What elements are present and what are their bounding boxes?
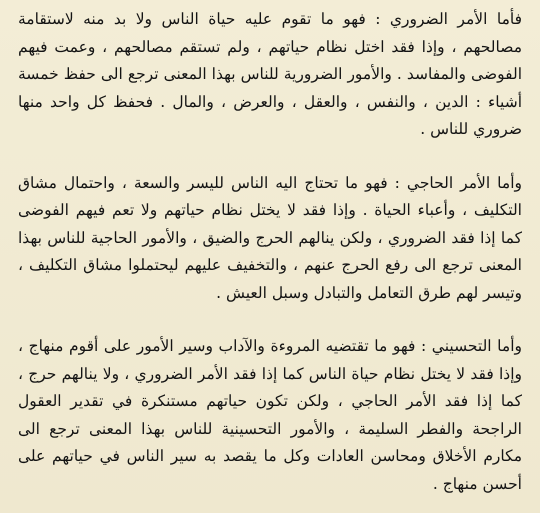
paragraph-necessary: فأما الأمر الضروري : فهو ما تقوم عليه حياة الناس ولا بد منه لاستقامة مصالحهم ، وإذا فقد اختل نظام حياتهم ، ولم تستقم مصالحهم ، وعمت فيهم الفوضى والمفاسد . والأمور الضرورية للناس بهذا المعنى ترجع الى حفظ خمسة أشياء : الدين ، والنفس ، والعقل ، والعرض ، والمال . فحفظ كل واحد منها ضروري للناس . [18,10,522,138]
paragraph-needs: وأما الأمر الحاجي : فهو ما تحتاج اليه الناس لليسر والسعة ، واحتمال مشاق التكليف ، وأعباء الحياة . وإذا فقد لا يختل نظام حياتهم ولا تعم فيهم الفوضى كما إذا فقد الضروري ، ولكن ينالهم الحرج والضيق ، والأمور الحاجية للناس بهذا المعنى ترجع الى رفع الحرج عنهم ، والتخفيف عليهم ليحتملوا مشاق التكليف ، وتيسر لهم طرق التعامل والتبادل وسبل العيش . [18,173,522,302]
paragraph-improvements: وأما التحسيني : فهو ما تقتضيه المروءة والآداب وسير الأمور على أقوم منهاج ، وإذا فقد لا يختل نظام حياة الناس كما إذا فقد الأمر الضروري ، ولا ينالهم حرج ، كما إذا فقد الأمر الحاجي ، ولكن تكون حياتهم مستنكرة في تقدير العقول الراجحة والفطر السليمة ، والأمور التحسينية للناس بهذا المعنى ترجع الى مكارم الأخلاق ومحاسن العادات وكل ما يقصد به سير الناس في حياتهم على أحسن منهاج . [18,337,522,493]
